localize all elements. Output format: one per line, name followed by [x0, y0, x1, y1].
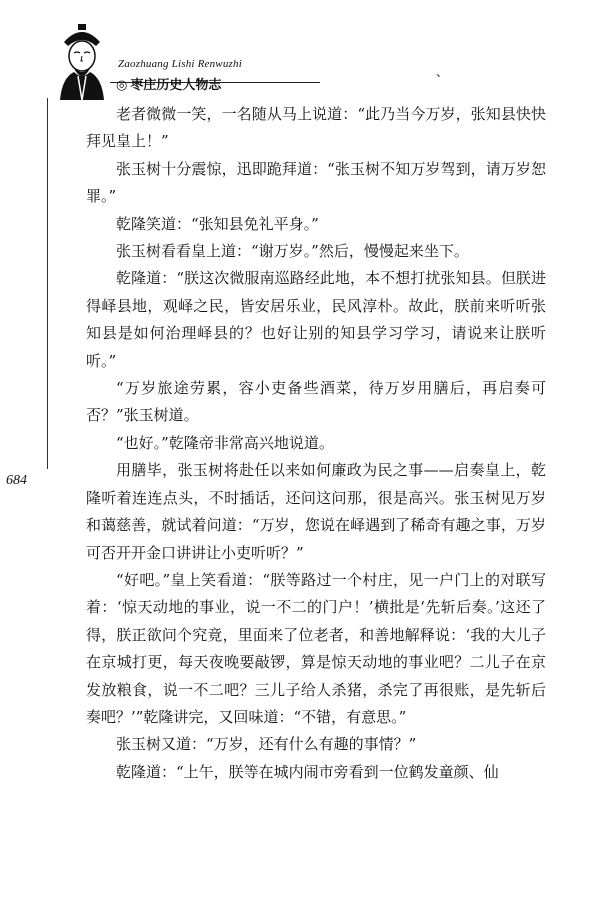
scholar-portrait-logo	[52, 20, 112, 100]
paragraph: 老者微微一笑，一名随从马上说道：“此乃当今万岁，张知县快快拜见皇上！”	[86, 105, 546, 151]
paragraph: 张玉树又道：“万岁，还有什么有趣的事情？”	[116, 735, 417, 754]
page-number: 684	[6, 473, 27, 488]
paragraph: 乾隆道：“上午，朕等在城内闹市旁看到一位鹤发童颜、仙	[116, 762, 499, 781]
header-pinyin: Zaozhuang Lishi Renwuzhi	[118, 58, 242, 70]
paragraph: 用膳毕，张玉树将赴任以来如何廉政为民之事——启奏皇上，乾隆听着连连点头，不时插话，还问这问那，很是高兴。张玉树见万岁和蔼慈善，就试着问道：“万岁，您说在峄遇到了稀奇有趣之事，万岁可否开开金口讲讲让小吏听听？”	[86, 461, 546, 562]
paragraph: “也好。”乾隆帝非常高兴地说道。	[116, 433, 334, 452]
paragraph: 张玉树看看皇上道：“谢万岁。”然后，慢慢起来坐下。	[116, 242, 469, 261]
header-ring-mark: ◎	[116, 78, 128, 93]
paragraph: 乾隆道：“朕这次微服南巡路经此地，本不想打扰张知县。但朕进得峄县地，观峄之民，皆安居乐业，民风淳朴。故此，朕前来听听张知县是如何治理峄县的？也好让别的知县学习学习，请说来让朕听听。”	[86, 269, 546, 370]
paragraph: 乾隆笑道：“张知县免礼平身。”	[116, 214, 319, 233]
paragraph: “好吧。”皇上笑看道：“朕等路过一个村庄，见一户门上的对联写着：‘惊天动地的事业，说一不二的门户！’横批是‘先斩后奏。’这还了得，朕正欲问个究竟，里面来了位老者，和善地解释说：‘我的大儿子在京城打更，每天夜晚要敲锣，算是惊天动地的事业吧？二儿子在京发放粮食，说一不二吧？三儿子给人杀猪，杀完了再很账，是先斩后奏吧？’”乾隆讲完，又回味道：“不错，有意思。”	[86, 570, 546, 726]
stray-tick-mark: 、	[436, 65, 449, 79]
body-text	[86, 101, 546, 786]
header-title	[116, 74, 221, 93]
margin-rule	[47, 98, 48, 469]
paragraph: 张玉树十分震惊，迅即跪拜道：“张玉树不知万岁驾到，请万岁恕罪。”	[86, 159, 546, 206]
paragraph: “万岁旅途劳累，容小吏备些酒菜，待万岁用膳后，再启奏可否？”张玉树道。	[86, 379, 546, 425]
header-title-text: 枣庄历史人物志	[130, 78, 222, 93]
running-header	[52, 20, 282, 100]
